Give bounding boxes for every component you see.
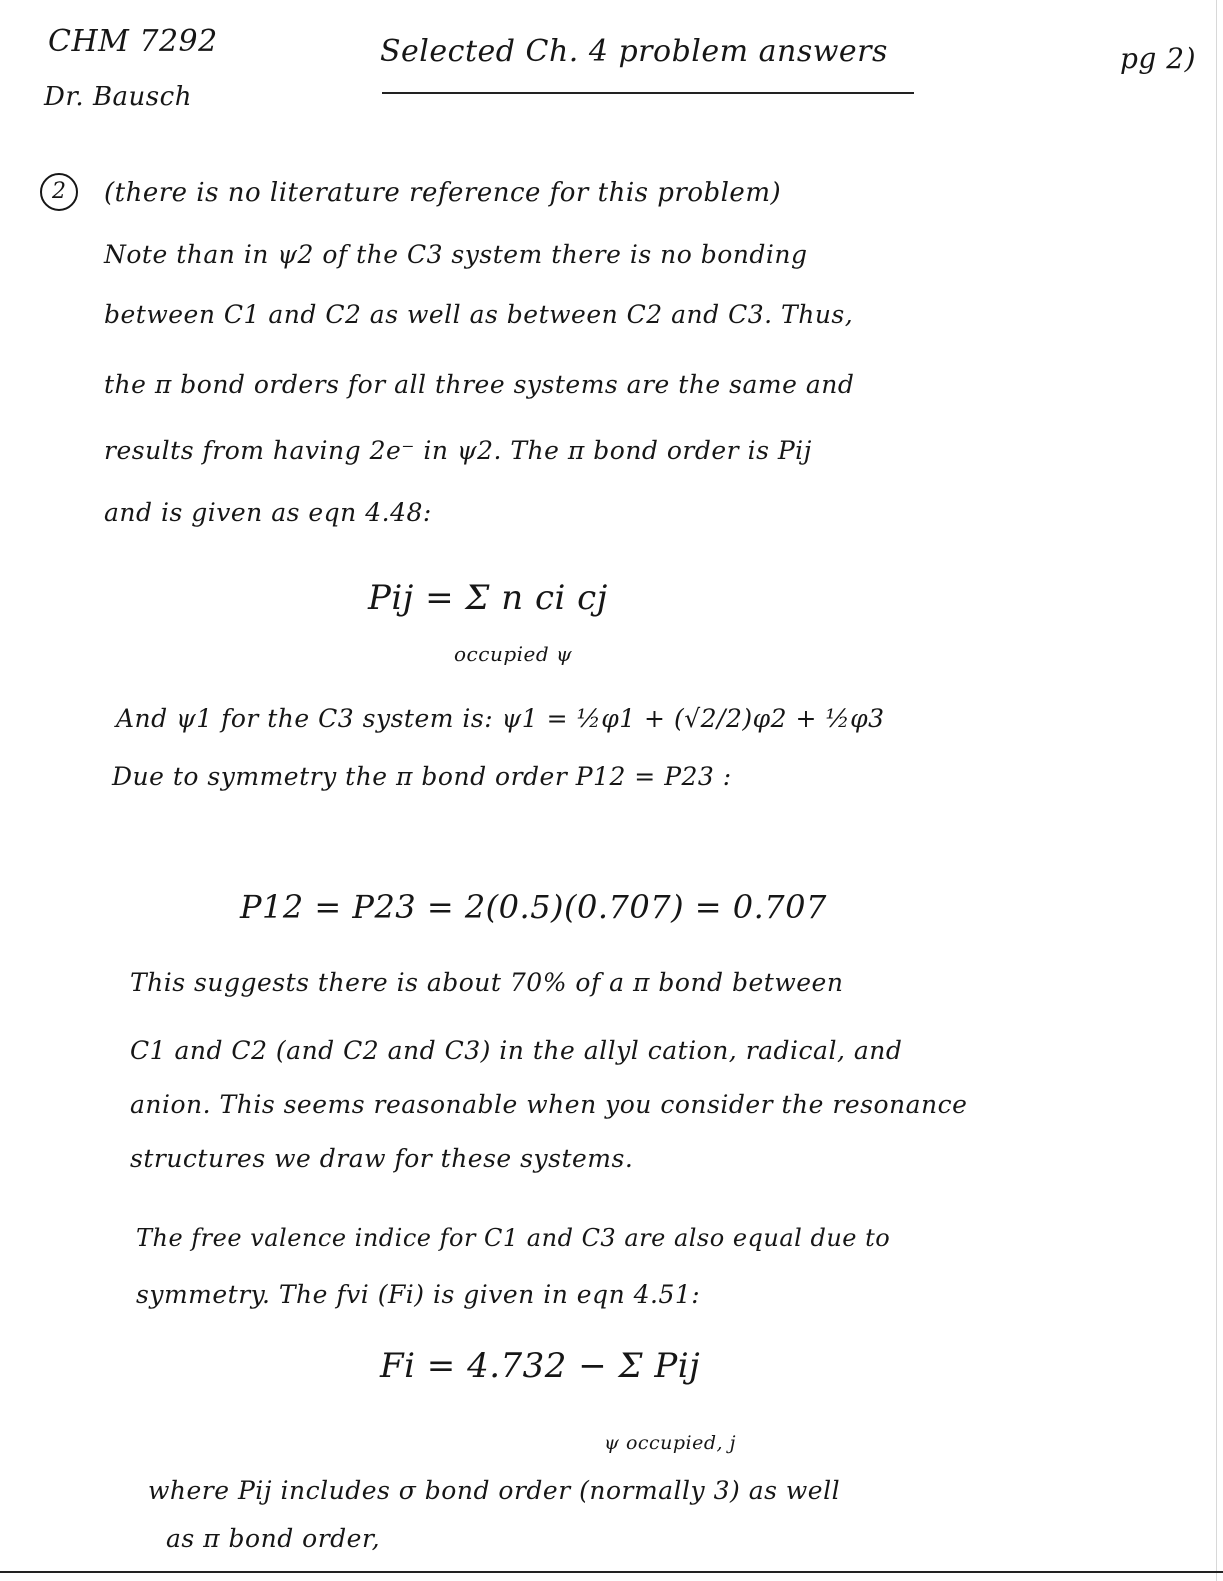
problem-note: (there is no literature reference for this problem) xyxy=(104,178,782,208)
bond-order-calculation: P12 = P23 = 2(0.5)(0.707) = 0.707 xyxy=(240,888,827,926)
symmetry-line: Due to symmetry the π bond order P12 = P23 : xyxy=(112,762,732,791)
free-valence-equation-subscript: ψ occupied, j xyxy=(604,1432,737,1454)
page-title: Selected Ch. 4 problem answers xyxy=(380,34,888,69)
instructor-name: Dr. Bausch xyxy=(44,82,192,112)
title-underline xyxy=(382,92,914,94)
text-line: C1 and C2 (and C2 and C3) in the allyl cation, radical, and xyxy=(130,1036,903,1065)
text-line: and is given as eqn 4.48: xyxy=(104,498,432,527)
text-line: where Pij includes σ bond order (normally 3) as well xyxy=(148,1476,841,1505)
page-number: pg 2) xyxy=(1120,42,1196,75)
bond-order-equation: Pij = Σ n ci cj xyxy=(368,578,608,618)
text-line: This suggests there is about 70% of a π bond between xyxy=(130,968,844,997)
text-line: the π bond orders for all three systems are the same and xyxy=(104,370,855,399)
text-line: results from having 2e⁻ in ψ2. The π bond order is Pij xyxy=(104,436,812,465)
text-line: The free valence indice for C1 and C3 are also equal due to xyxy=(136,1224,891,1252)
scan-edge-line xyxy=(1216,0,1217,1581)
free-valence-equation: Fi = 4.732 − Σ Pij xyxy=(380,1346,701,1386)
psi-definition-line: And ψ1 for the C3 system is: ψ1 = ½φ1 + (√2/2)φ2 + ½φ3 xyxy=(116,704,885,733)
text-line: Note than in ψ2 of the C3 system there is no bonding xyxy=(104,240,808,269)
bond-order-equation-subscript: occupied ψ xyxy=(454,642,573,666)
text-line: between C1 and C2 as well as between C2 and C3. Thus, xyxy=(104,300,854,329)
course-number: CHM 7292 xyxy=(48,24,218,59)
problem-number-circle: 2 xyxy=(40,173,78,211)
text-line: structures we draw for these systems. xyxy=(130,1144,634,1173)
text-line: as π bond order, xyxy=(166,1524,381,1553)
text-line: anion. This seems reasonable when you consider the resonance xyxy=(130,1090,968,1119)
text-line: symmetry. The fvi (Fi) is given in eqn 4.51: xyxy=(136,1280,701,1309)
bottom-edge-line xyxy=(0,1571,1223,1573)
